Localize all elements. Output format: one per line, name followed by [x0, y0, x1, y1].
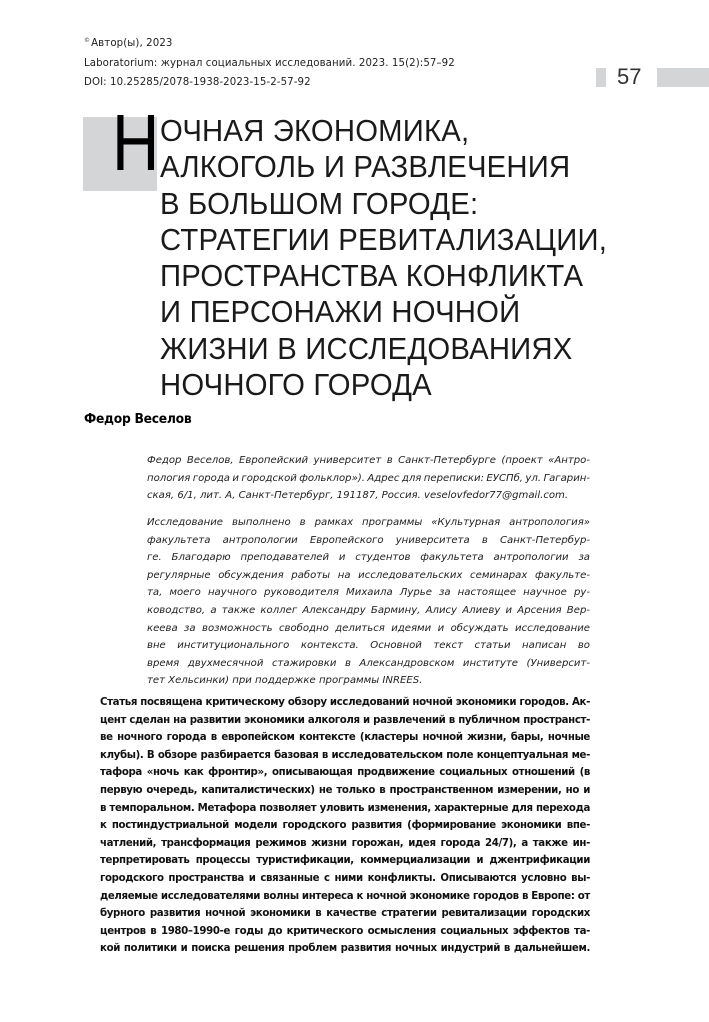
- abstract-line: клубы). В обзоре разбирается базовая в исследовательском поле концептуальная ме-: [100, 749, 590, 761]
- note-line: Федор Веселов, Европейский университет в Санкт-Петербурге (проект «Антро-: [147, 455, 590, 466]
- abstract-line: терпретировать процессы туристификации, коммерциализации и джентрификации: [100, 855, 590, 867]
- abstract-line: в темпоральном. Метафора позволяет уловить изменения, характерные для перехода: [100, 802, 590, 814]
- title-line: ЖИЗНИ В ИССЛЕДОВАНИЯХ: [160, 331, 573, 366]
- abstract-line: чатлений, трансформация режимов жизни горожан, идея города 24/7), а также ин-: [100, 837, 590, 849]
- title-line: НОЧНОГО ГОРОДА: [160, 368, 432, 403]
- abstract-line: бурного развития ночной экономики в качестве стратегии ревитализации городских: [100, 908, 590, 920]
- abstract-line: тафора «ночь как фронтир», описывающая продвижение социальных отношений (в: [100, 767, 590, 779]
- abstract: [100, 694, 590, 958]
- note-line: ге. Благодарю преподавателей и студентов факультета антропологии за: [147, 552, 590, 564]
- title-line: ПРОСТРАНСТВА КОНФЛИКТА: [160, 259, 584, 294]
- page-number: 57: [617, 64, 642, 89]
- title-line: СТРАТЕГИИ РЕВИТАЛИЗАЦИИ,: [160, 222, 608, 257]
- abstract-line: к постиндустриальной модели городского развития (формирование экономики впе-: [100, 820, 590, 832]
- note-line: пология города и городской фольклор»). Адрес для переписки: ЕУСПб, ул. Гагарин-: [147, 472, 590, 484]
- abstract-line: деляемые исследователями волны интереса к ночной экономике городов в Европе: от: [100, 890, 590, 902]
- abstract-line: центров в 1980–1990-е годы до критического осмысления социальных эффектов та-: [100, 925, 590, 937]
- acknowledgment-note: [147, 514, 590, 690]
- abstract-line: Статья посвящена критическому обзору исследований ночной экономики городов. Ак-: [100, 697, 590, 708]
- journal-citation: Laboratorium: журнал социальных исследований. 2023. 15(2):57–92: [84, 57, 455, 69]
- drop-cap: Н: [112, 98, 160, 187]
- note-line: Исследование выполнено в рамках программы «Культурная антропология»: [147, 517, 590, 528]
- abstract-line: ве ночного города в европейском контексте (кластеры ночной жизни, бары, ночные: [100, 732, 590, 744]
- title-line: И ПЕРСОНАЖИ НОЧНОЙ: [160, 295, 521, 330]
- note-line: та, моего научного руководителя Михаила Лурье за настоящее научное ру-: [147, 587, 590, 599]
- note-line: тет Хельсинки) при поддержке программы INREES.: [147, 675, 423, 687]
- abstract-line: кой политики и поиска решения проблем развития ночных индустрий в дальнейшем.: [100, 943, 590, 955]
- note-line: время двухмесячной стажировки в Александровском институте (Университ-: [147, 657, 590, 669]
- article-title: [160, 113, 626, 403]
- author-name: Федор Веселов: [84, 412, 192, 427]
- note-line: ководство, а также коллег Александру Бармину, Алису Алиеву и Арсения Вер-: [147, 604, 590, 616]
- copyright-symbol: ©: [84, 37, 91, 44]
- page-marker-right-bar: [657, 68, 709, 87]
- affiliation-note: [147, 452, 590, 505]
- abstract-line: городского пространства и связанные с ними конфликты. Описываются условно вы-: [100, 872, 590, 884]
- doi[interactable]: DOI: 10.25285/2078-1938-2023-15-2-57-92: [84, 77, 311, 88]
- article-metadata: [84, 31, 455, 93]
- note-line: вне институционального контекста. Основной текст статьи написан во: [147, 640, 590, 652]
- abstract-line: первую очередь, капиталистических) не только в пространственном измерении, но и: [100, 784, 590, 796]
- note-line: регулярные обсуждения работы на исследовательских семинарах факульте-: [147, 569, 590, 581]
- title-line: АЛКОГОЛЬ И РАЗВЛЕЧЕНИЯ: [160, 150, 571, 185]
- title-line: ОЧНАЯ ЭКОНОМИКА,: [160, 114, 470, 148]
- note-line: ская, 6/1, лит. А, Санкт-Петербург, 191187, Россия. veselovfedor77@gmail.com.: [147, 490, 569, 502]
- abstract-line: цент сделан на развитии экономики алкоголя и развлечений в публичном пространст-: [100, 714, 590, 726]
- page-marker-left-bar: [596, 68, 606, 87]
- note-line: кеева за возможность свободно делиться идеями и обсуждать исследование: [147, 622, 590, 634]
- note-line: факультета антропологии Европейского университета в Санкт-Петербур-: [147, 534, 590, 546]
- copyright-line: ©Автор(ы), 2023: [84, 37, 173, 49]
- title-line: В БОЛЬШОМ ГОРОДЕ:: [160, 186, 479, 221]
